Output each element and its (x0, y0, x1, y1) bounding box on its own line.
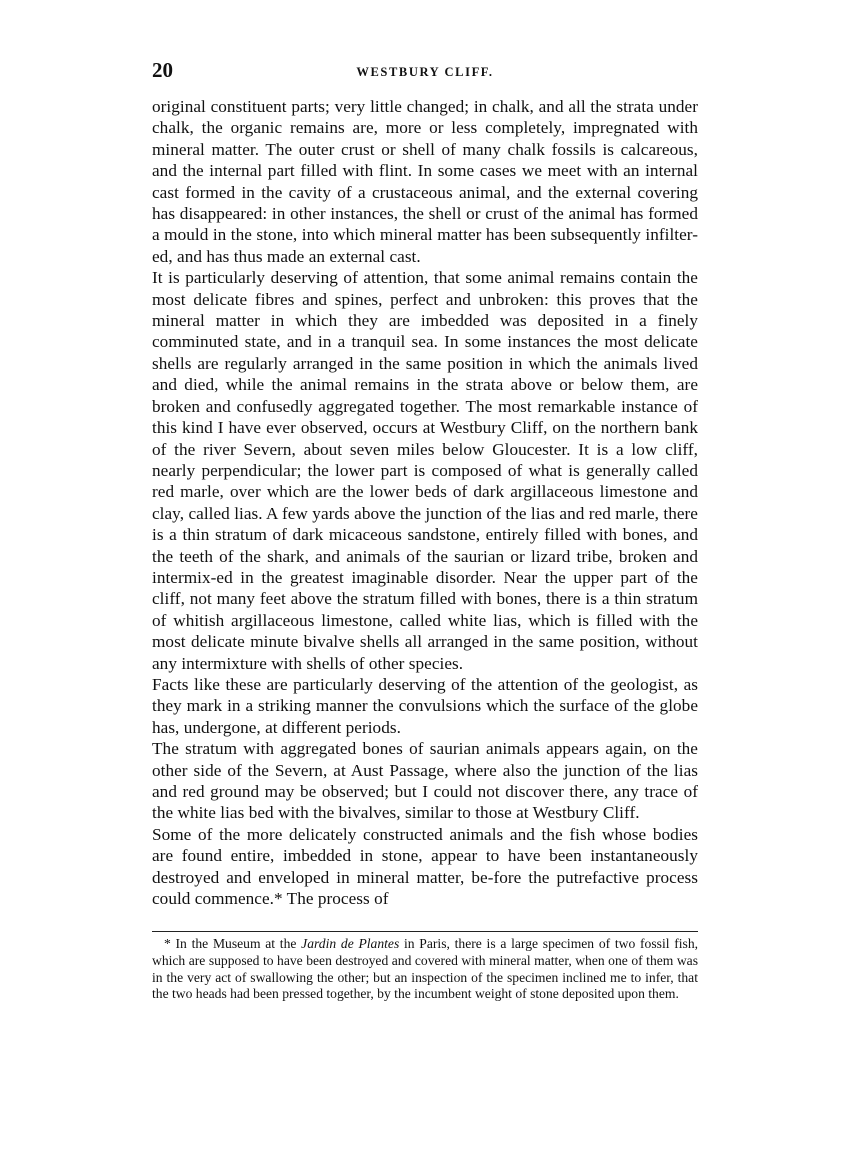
running-head (152, 58, 698, 88)
paragraph-3: Facts like these are particularly deserving of the attention of the geologist, as they mark in a striking manner the convulsions which the surface of the globe has, undergone, at different periods. (152, 674, 698, 737)
footnote (152, 936, 698, 1002)
paragraph-5: Some of the more delicately constructed animals and the fish whose bodies are found entire, imbedded in stone, appear to have been instantaneously destroyed and enveloped in mineral matter, be-fore the putrefactive process could commence.* The process of (152, 824, 698, 909)
page-number: 20 (152, 58, 173, 82)
paragraph-4: The stratum with aggregated bones of saurian animals appears again, on the other side of the Severn, at Aust Passage, where also the junction of the lias and red ground may be observed; but I could not discover there, any trace of the white lias bed with the bivalves, similar to those at Westbury Cliff. (152, 739, 698, 823)
book-page (152, 58, 698, 1003)
paragraph-1: original constituent parts; very little changed; in chalk, and all the strata under chalk, the organic remains are, more or less completely, impregnated with mineral matter. The outer crust or shell of many chalk fossils is calcareous, and the internal part filled with flint. In some cases we meet with an internal cast formed in the cavity of a crustaceous animal, and the external covering has disappeared: in other instances, the shell or crust of the animal has formed a mould in the stone, into which mineral matter has been subsequently infilter-ed, and has thus made an external cast. (152, 97, 698, 266)
paragraph-2: It is particularly deserving of attention, that some animal remains contain the most delicate fibres and spines, perfect and unbroken: this proves that the mineral matter in which they are imbedded was deposited in a finely comminuted state, and in a tranquil sea. In some instances the most delicate shells are regularly arranged in the same position in which the animals lived and died, while the animal remains in the strata above or below them, are broken and confusedly aggregated together. The most remarkable instance of this kind I have ever observed, occurs at Westbury Cliff, on the northern bank of the river Severn, about seven miles below Gloucester. It is a low cliff, nearly perpendicular; the lower part is composed of what is generally called red marle, over which are the lower beds of dark argillaceous limestone and clay, called lias. A few yards above the junction of the lias and red marle, there is a thin stratum of dark micaceous sandstone, entirely filled with bones, and the teeth of the shark, and animals of the saurian or lizard tribe, broken and intermix-ed in the greatest imaginable disorder. Near the upper part of the cliff, not many feet above the stratum filled with bones, there is a thin stratum of whitish argillaceous limestone, called white lias, which is filled with the most delicate minute bivalve shells all arranged in the same position, without any intermixture with shells of other species. (152, 268, 698, 673)
footnote-rest: in Paris, there is a large specimen of two fossil fish, which are supposed to have been destroyed and covered with mineral matter, when one of them was in the very act of swallowing the other; but an inspection of the specimen inclined me to infer, that the two heads had been pressed together, by the incumbent weight of stone deposited upon them. (152, 936, 699, 1002)
running-title: WESTBURY CLIFF. (356, 65, 494, 79)
footnote-rule (152, 931, 698, 932)
footnote-lead: * In the Museum at the (164, 936, 297, 952)
body-text (152, 96, 698, 909)
footnote-italic: Jardin de Plantes (301, 936, 400, 952)
